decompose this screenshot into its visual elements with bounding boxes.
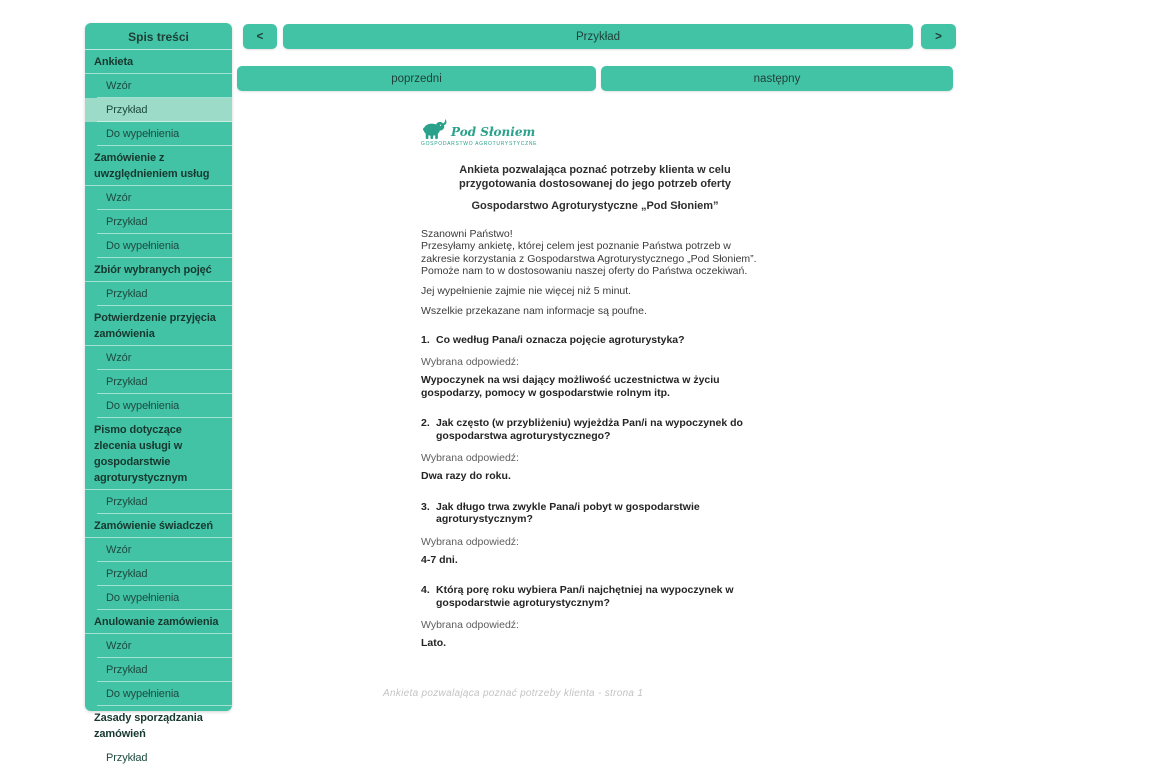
answer-label: Wybrana odpowiedź: [421, 452, 519, 465]
logo-name: Pod Słoniem [451, 125, 536, 139]
toc-item-przyklad[interactable]: Przykład [85, 490, 232, 514]
page-footer: Ankieta pozwalająca poznać potrzeby klienta - strona 1 [383, 688, 644, 699]
previous-page-arrow-button[interactable]: < [243, 24, 277, 49]
answer-label: Wybrana odpowiedź: [421, 356, 519, 369]
toc-item-wzor[interactable]: Wzór [85, 346, 232, 370]
toc-section-anulowanie-zamowienia[interactable]: Anulowanie zamówienia [85, 610, 232, 634]
document-page [421, 118, 769, 650]
intro-paragraph: Przesyłamy ankietę, której celem jest poznanie Państwa potrzeb w zakresie korzystania z Gospodarstwa Agroturystycznego „Pod Słoniem”. Pomoże nam to w dostosowaniu naszej oferty do Państwa oczekiwań. [421, 240, 757, 277]
toc-item-przyklad[interactable]: Przykład [85, 370, 232, 394]
answer-text: Lato. [421, 637, 447, 650]
answer-label: Wybrana odpowiedź: [421, 619, 519, 632]
table-of-contents-sidebar [85, 23, 232, 764]
question-number: 2. [421, 417, 430, 430]
toc-item-do-wypelnienia[interactable]: Do wypełnienia [85, 682, 232, 706]
toc-section-zasady-sporzadzania-zamowien[interactable]: Zasady sporządzania zamówień [85, 706, 232, 746]
elephant-icon [421, 118, 448, 140]
question-text: Jak często (w przybliżeniu) wyjeżdża Pan/i na wypoczynek do gospodarstwa agroturystycznego? [436, 417, 743, 442]
question-2 [421, 417, 769, 442]
toc-item-do-wypelnienia[interactable]: Do wypełnienia [85, 234, 232, 258]
current-page-title-bar: Przykład [283, 24, 913, 49]
document-subtitle: Gospodarstwo Agroturystyczne „Pod Słoniem” [471, 200, 719, 212]
toc-item-przyklad[interactable]: Przykład [85, 562, 232, 586]
question-1 [421, 334, 769, 347]
salutation-text: Szanowni Państwo! [421, 228, 513, 240]
question-text: Jak długo trwa zwykle Pana/i pobyt w gospodarstwie agroturystycznym? [436, 500, 700, 526]
toc-section-pismo-dotyczace-zlecenia-uslugi[interactable]: Pismo dotyczące zlecenia usługi w gospodarstwie agroturystycznym [85, 418, 232, 490]
toc-item-wzor[interactable]: Wzór [85, 74, 232, 98]
question-text: Co według Pana/i oznacza pojęcie agroturystyka? [436, 333, 685, 346]
toc-item-wzor[interactable]: Wzór [85, 186, 232, 210]
toc-item-wzor[interactable]: Wzór [85, 538, 232, 562]
answer-label: Wybrana odpowiedź: [421, 535, 519, 548]
document-title: Ankieta pozwalająca poznać potrzeby klienta w celu przygotowania dostosowanej do jego potrzeb oferty [459, 164, 731, 190]
toc-item-przyklad-selected[interactable]: Przykład [85, 98, 232, 122]
toc-item-przyklad[interactable]: Przykład [85, 746, 232, 770]
answer-text: Dwa razy do roku. [421, 470, 511, 483]
time-note-paragraph: Jej wypełnienie zajmie nie więcej niż 5 minut. [421, 285, 632, 298]
toc-item-przyklad[interactable]: Przykład [85, 658, 232, 682]
toc-section-zbior-wybranych-pojec[interactable]: Zbiór wybranych pojęć [85, 258, 232, 282]
toc-item-do-wypelnienia[interactable]: Do wypełnienia [85, 394, 232, 418]
question-3 [421, 501, 769, 526]
confidentiality-paragraph: Wszelkie przekazane nam informacje są poufne. [421, 305, 647, 318]
toc-header: Spis treści [85, 23, 232, 50]
answer-text: 4-7 dni. [421, 553, 458, 566]
toc-section-zamowienie-swiadczen[interactable]: Zamówienie świadczeń [85, 514, 232, 538]
question-4 [421, 584, 769, 609]
toc-section-potwierdzenie-przyjecia-zamowienia[interactable]: Potwierdzenie przyjęcia zamówienia [85, 306, 232, 346]
question-number: 3. [421, 500, 430, 513]
toc-item-do-wypelnienia[interactable]: Do wypełnienia [85, 586, 232, 610]
next-page-arrow-button[interactable]: > [921, 24, 956, 49]
answer-text: Wypoczynek na wsi dający możliwość uczestnictwa w życiu gospodarzy, pomocy w gospodarstwie rolnym itp. [421, 374, 720, 399]
toc-section-ankieta[interactable]: Ankieta [85, 50, 232, 74]
question-number: 4. [421, 584, 430, 597]
question-text: Którą porę roku wybiera Pan/i najchętniej na wypoczynek w gospodarstwie agroturystycznym? [436, 584, 734, 609]
logo-subtitle: GOSPODARSTWO AGROTURYSTYCZNE [421, 141, 538, 147]
toc-item-wzor[interactable]: Wzór [85, 634, 232, 658]
next-button[interactable]: następny [601, 66, 953, 91]
previous-button[interactable]: poprzedni [237, 66, 596, 91]
toc-item-przyklad[interactable]: Przykład [85, 282, 232, 306]
question-number: 1. [421, 333, 430, 346]
toc-item-przyklad[interactable]: Przykład [85, 210, 232, 234]
toc-item-do-wypelnienia[interactable]: Do wypełnienia [85, 122, 232, 146]
farm-logo [421, 118, 537, 150]
toc-section-zamowienie-z-uwzglednieniem-uslug[interactable]: Zamówienie z uwzględnieniem usług [85, 146, 232, 186]
